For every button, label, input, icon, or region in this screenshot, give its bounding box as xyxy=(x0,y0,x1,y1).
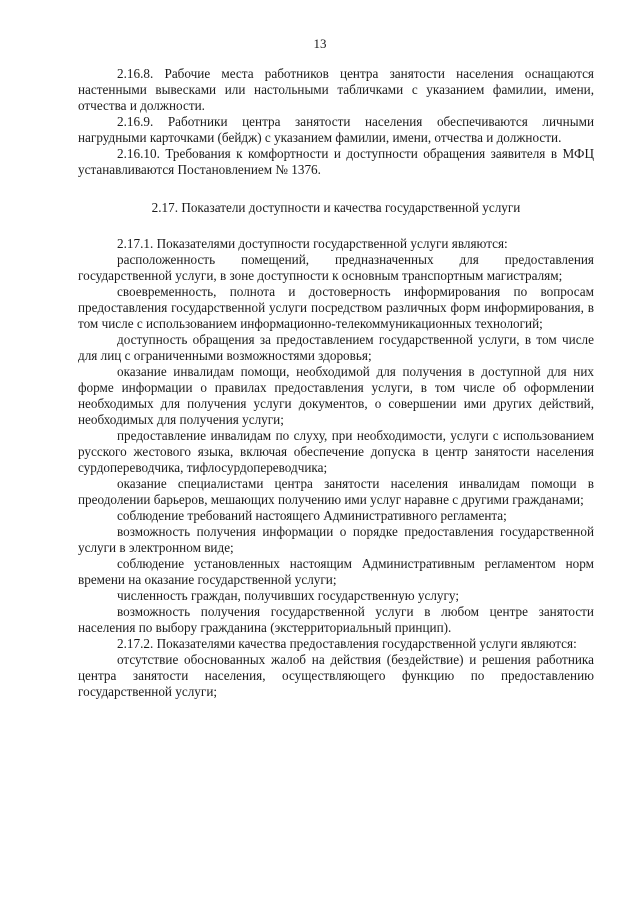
paragraph-2-16-9: 2.16.9. Работники центра занятости населения обеспечиваются личными нагрудными карточками (бейдж) с указанием фамилии, имени, отчества и должности. xyxy=(78,114,594,145)
list-item: соблюдение требований настоящего Административного регламента; xyxy=(117,508,507,523)
section-heading: 2.17. Показатели доступности и качества государственной услуги xyxy=(151,200,521,215)
list-item: возможность получения государственной услуги в любом центре занятости населения по выбору гражданина (экстерриториальный принцип). xyxy=(78,604,594,635)
paragraph-2-16-10: 2.16.10. Требования к комфортности и доступности обращения заявителя в МФЦ устанавливаются Постановлением № 1376. xyxy=(78,146,594,177)
page-number: 13 xyxy=(313,36,327,51)
list-item: расположенность помещений, предназначенных для предоставления государственной услуги, в зоне доступности к основным транспортным магистралям; xyxy=(78,252,594,283)
list-item: численность граждан, получивших государственную услугу; xyxy=(117,588,459,603)
spacer xyxy=(78,216,594,236)
paragraph-2-17-1: 2.17.1. Показателями доступности государственной услуги являются: xyxy=(117,236,508,251)
document-body xyxy=(78,66,594,700)
list-item: отсутствие обоснованных жалоб на действия (бездействие) и решения работника центра занятости населения, осуществляющего функцию по предоставлению государственной услуги; xyxy=(78,652,594,699)
spacer xyxy=(78,178,594,200)
paragraph-2-16-8: 2.16.8. Рабочие места работников центра занятости населения оснащаются настенными вывесками или настольными табличками с указанием фамилии, имени, отчества и должности. xyxy=(78,66,594,113)
paragraph-2-17-2: 2.17.2. Показателями качества предоставления государственной услуги являются: xyxy=(117,636,577,651)
list-item: своевременность, полнота и достоверность информирования по вопросам предоставления государственной услуги посредством различных форм информирования, в том числе с использованием информационно-телекоммуникационных технологий; xyxy=(78,284,594,331)
list-item: доступность обращения за предоставлением государственной услуги, в том числе для лиц с ограниченными возможностями здоровья; xyxy=(78,332,594,363)
list-item: предоставление инвалидам по слуху, при необходимости, услуги с использованием русского жестового языка, включая обеспечение допуска в центр занятости населения сурдопереводчика, тифлосурдопереводчика; xyxy=(78,428,594,475)
list-item: оказание специалистами центра занятости населения инвалидам помощи в преодолении барьеров, мешающих получению ими услуг наравне с другими гражданами; xyxy=(78,476,594,507)
list-item: оказание инвалидам помощи, необходимой для получения в доступной для них форме информации о правилах предоставления услуги, в том числе об оформлении необходимых для получения услуги документов, о совершении ими других действий, необходимых для получения услуги; xyxy=(78,364,594,427)
list-item: возможность получения информации о порядке предоставления государственной услуги в электронном виде; xyxy=(78,524,594,555)
list-item: соблюдение установленных настоящим Административным регламентом норм времени на оказание государственной услуги; xyxy=(78,556,594,587)
